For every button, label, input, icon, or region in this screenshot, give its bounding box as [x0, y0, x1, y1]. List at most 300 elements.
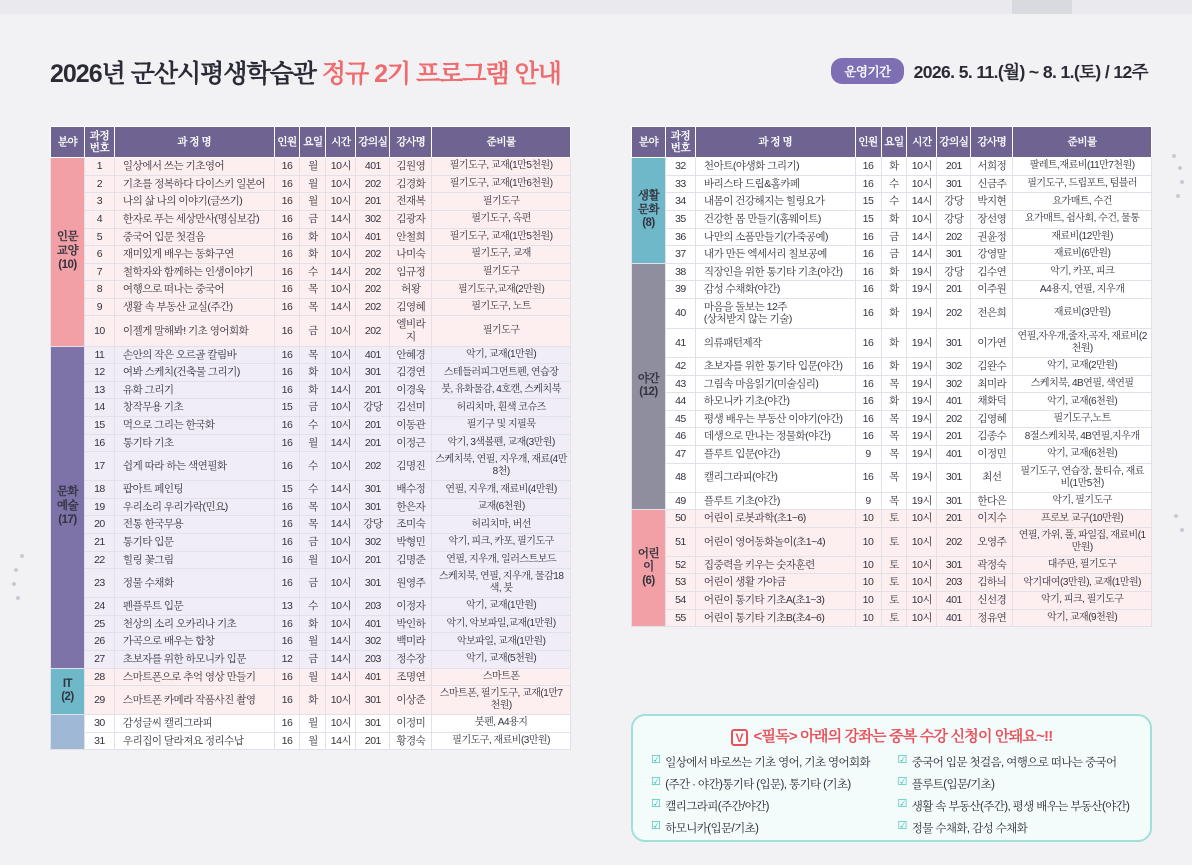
column-header: 준비물: [1013, 127, 1152, 158]
table-cell: 52: [665, 556, 695, 574]
table-cell: 화: [881, 263, 907, 281]
checkbox-icon: ☑: [897, 798, 907, 810]
table-cell: 금: [300, 534, 326, 552]
table-row: [51, 263, 571, 281]
course-name-cell: 어린이 통기타 기초A(초1~3): [695, 592, 855, 610]
notice-item-label: 정물 수채화, 감성 수채화: [911, 823, 1028, 835]
table-cell: 16: [274, 686, 300, 715]
table-cell: 16: [855, 358, 881, 376]
table-cell: 19: [84, 498, 114, 516]
supplies-cell: 악기, 교재(1만원): [432, 598, 571, 616]
table-cell: 한은자: [390, 498, 432, 516]
table-cell: 16: [274, 193, 300, 211]
supplies-cell: 요가매트, 수건: [1013, 193, 1152, 211]
table-row: [51, 452, 571, 481]
table-cell: 최선: [971, 463, 1013, 492]
supplies-cell: 필기도구, 연습장, 물티슈, 재료비(1만5천): [1013, 463, 1152, 492]
table-cell: 월: [300, 434, 326, 452]
page-title: 2026년 군산시평생학습관 정규 2기 프로그램 안내: [50, 60, 561, 88]
table-cell: 16: [274, 615, 300, 633]
table-cell: 3: [84, 193, 114, 211]
supplies-cell: 스케치북, 연필, 지우개, 물감18색, 붓: [432, 569, 571, 598]
supplies-cell: 필기도구, 노트: [432, 298, 571, 316]
table-cell: 백미라: [390, 633, 432, 651]
table-cell: 16: [274, 263, 300, 281]
notice-item-label: 생활 속 부동산(주간), 평생 배우는 부동산(야간): [911, 801, 1130, 813]
table-cell: 15: [84, 417, 114, 435]
table-cell: 화: [300, 246, 326, 264]
table-cell: 이정자: [390, 598, 432, 616]
checkbox-icon: ☑: [651, 754, 661, 766]
table-cell: 10시: [326, 686, 356, 715]
table-cell: 16: [274, 158, 300, 176]
table-cell: 강당: [937, 193, 971, 211]
table-cell: 목: [300, 298, 326, 316]
table-cell: 14시: [326, 516, 356, 534]
table-cell: 14시: [326, 263, 356, 281]
table-cell: 16: [855, 410, 881, 428]
table-cell: 강당: [356, 399, 390, 417]
table-cell: 301: [937, 463, 971, 492]
table-cell: 30: [84, 715, 114, 733]
table-cell: 김영혜: [390, 298, 432, 316]
table-cell: 목: [881, 463, 907, 492]
table-cell: 10: [855, 592, 881, 610]
table-cell: 10시: [907, 210, 937, 228]
supplies-cell: 필기도구, 재료비(3만원): [432, 732, 571, 750]
supplies-cell: 연필, 가위, 풀, 파일집, 재료비(1만원): [1013, 527, 1152, 556]
table-cell: 16: [855, 375, 881, 393]
course-name-cell: 내몸이 건강해지는 힐링요가: [695, 193, 855, 211]
table-cell: 월: [300, 158, 326, 176]
table-cell: 12: [274, 650, 300, 668]
table-cell: 서희정: [971, 158, 1013, 176]
column-header: 과정 번호: [84, 127, 114, 158]
table-cell: 10시: [907, 175, 937, 193]
table-cell: 조명연: [390, 668, 432, 686]
table-row: [51, 417, 571, 435]
table-cell: 수: [300, 481, 326, 499]
course-name-cell: 힐링 꽃그림: [114, 551, 274, 569]
supplies-cell: 필기도구, 교재(1만5천원): [432, 158, 571, 176]
table-cell: 화: [881, 210, 907, 228]
table-cell: 16: [274, 516, 300, 534]
table-cell: 16: [274, 228, 300, 246]
notice-item-label: (주간 · 야간)통기타 (입문), 통기타 (기초): [665, 779, 851, 791]
table-row: [51, 715, 571, 733]
table-cell: 12: [84, 364, 114, 382]
table-cell: 202: [937, 298, 971, 328]
table-cell: 허왕: [390, 281, 432, 299]
column-header: 시간: [326, 127, 356, 158]
course-name-cell: 데생으로 만나는 정물화(야간): [695, 428, 855, 446]
table-cell: 25: [84, 615, 114, 633]
notice-box: [631, 714, 1152, 842]
table-cell: 9: [855, 446, 881, 464]
table-cell: 301: [356, 364, 390, 382]
table-cell: 14시: [326, 381, 356, 399]
table-cell: 14시: [326, 732, 356, 750]
table-cell: 34: [665, 193, 695, 211]
checkbox-icon: ☑: [651, 820, 661, 832]
supplies-cell: 악기대여(3만원), 교재(1만원): [1013, 574, 1152, 592]
top-bar-segment: [1012, 0, 1072, 14]
course-name-cell: 나의 삶 나의 이야기(글쓰기): [114, 193, 274, 211]
category-cell: 문화 예술 (17): [51, 346, 85, 668]
table-cell: 이동관: [390, 417, 432, 435]
course-name-cell: 어린이 영어동화놀이(초1~4): [695, 527, 855, 556]
table-cell: 금: [300, 569, 326, 598]
table-cell: 26: [84, 633, 114, 651]
checkbox-icon: ☑: [897, 754, 907, 766]
table-cell: 203: [356, 598, 390, 616]
course-name-cell: 스마트폰으로 추억 영상 만들기: [114, 668, 274, 686]
table-cell: 401: [356, 158, 390, 176]
table-cell: 202: [356, 316, 390, 346]
column-header: 강의실: [937, 127, 971, 158]
table-cell: 강당: [937, 263, 971, 281]
table-cell: 301: [937, 175, 971, 193]
table-cell: 1: [84, 158, 114, 176]
table-cell: 7: [84, 263, 114, 281]
course-name-cell: 유화 그리기: [114, 381, 274, 399]
table-cell: 이상준: [390, 686, 432, 715]
table-cell: 금: [881, 228, 907, 246]
table-cell: 21: [84, 534, 114, 552]
table-cell: 16: [274, 498, 300, 516]
table-cell: 203: [937, 574, 971, 592]
table-cell: 오영주: [971, 527, 1013, 556]
table-cell: 15: [855, 193, 881, 211]
table-row: [632, 527, 1152, 556]
notice-item-label: 캘리그라피(주간/야간): [665, 801, 769, 813]
table-cell: 17: [84, 452, 114, 481]
notice-item-label: 하모니카(입문/기초): [665, 823, 759, 835]
table-row: [51, 316, 571, 346]
table-cell: 조미숙: [390, 516, 432, 534]
table-cell: 10시: [326, 534, 356, 552]
course-name-cell: 펜플루트 입문: [114, 598, 274, 616]
table-cell: 월: [300, 633, 326, 651]
table-cell: 16: [274, 551, 300, 569]
table-cell: 김수연: [971, 263, 1013, 281]
checkbox-icon: ☑: [651, 776, 661, 788]
table-cell: 금: [300, 650, 326, 668]
table-cell: 14시: [326, 210, 356, 228]
supplies-cell: 교재(6천원): [432, 498, 571, 516]
course-name-cell: 그림속 마음읽기(미술심리): [695, 375, 855, 393]
table-cell: 금: [881, 246, 907, 264]
table-cell: 16: [855, 175, 881, 193]
course-name-cell: 평생 배우는 부동산 이야기(야간): [695, 410, 855, 428]
table-cell: 19시: [907, 375, 937, 393]
table-cell: 13: [84, 381, 114, 399]
supplies-cell: 필기도구, 드립포트, 텀블러: [1013, 175, 1152, 193]
table-row: [51, 175, 571, 193]
table-cell: 10시: [907, 510, 937, 528]
table-row: [632, 298, 1152, 328]
supplies-cell: 필기도구, 교재(1만5천원): [432, 228, 571, 246]
table-row: [632, 228, 1152, 246]
course-name-cell: 통기타 기초: [114, 434, 274, 452]
table-cell: 화: [300, 228, 326, 246]
table-row: [632, 158, 1152, 176]
table-cell: 15: [855, 210, 881, 228]
notice-item: [651, 798, 886, 814]
table-cell: 53: [665, 574, 695, 592]
table-cell: 2: [84, 175, 114, 193]
column-header: 요일: [881, 127, 907, 158]
column-header: 과정 번호: [665, 127, 695, 158]
table-cell: 41: [665, 329, 695, 358]
table-cell: 김원영: [390, 158, 432, 176]
table-cell: 301: [356, 481, 390, 499]
table-row: [51, 534, 571, 552]
table-cell: 안혜경: [390, 346, 432, 364]
table-cell: 301: [356, 569, 390, 598]
table-row: [51, 569, 571, 598]
table-cell: 10시: [907, 574, 937, 592]
course-name-cell: 한자로 푸는 세상만사(명심보감): [114, 210, 274, 228]
column-header: 시간: [907, 127, 937, 158]
table-cell: 14시: [907, 193, 937, 211]
table-cell: 203: [356, 650, 390, 668]
table-cell: 10시: [907, 556, 937, 574]
table-row: [51, 399, 571, 417]
table-cell: 33: [665, 175, 695, 193]
table-cell: 202: [356, 175, 390, 193]
category-cell: IT (2): [51, 668, 85, 715]
supplies-cell: 재료비(12만원): [1013, 228, 1152, 246]
category-cell: [51, 715, 85, 750]
table-cell: 최미라: [971, 375, 1013, 393]
table-cell: 14시: [326, 668, 356, 686]
table-cell: 9: [84, 298, 114, 316]
table-cell: 11: [84, 346, 114, 364]
table-cell: 권윤정: [971, 228, 1013, 246]
supplies-cell: 필기도구: [432, 316, 571, 346]
notice-item: [651, 754, 886, 770]
table-cell: 202: [356, 263, 390, 281]
table-cell: 14시: [326, 633, 356, 651]
table-cell: 45: [665, 410, 695, 428]
table-cell: 19시: [907, 281, 937, 299]
table-cell: 김완수: [971, 358, 1013, 376]
course-name-cell: 내가 만든 엑세서리 칠보공예: [695, 246, 855, 264]
checkbox-icon: ☑: [897, 776, 907, 788]
table-cell: 28: [84, 668, 114, 686]
table-cell: 401: [356, 668, 390, 686]
table-cell: 301: [356, 715, 390, 733]
table-row: [51, 732, 571, 750]
supplies-cell: 재료비(3만원): [1013, 298, 1152, 328]
course-name-cell: 먹으로 그리는 한국화: [114, 417, 274, 435]
table-cell: 10: [855, 527, 881, 556]
table-row: [632, 492, 1152, 510]
table-cell: 22: [84, 551, 114, 569]
table-cell: 14시: [326, 298, 356, 316]
course-name-cell: 손안의 작은 오르골 칼림바: [114, 346, 274, 364]
course-name-cell: 집중력을 키우는 숫자훈련: [695, 556, 855, 574]
table-cell: 한다은: [971, 492, 1013, 510]
table-cell: 정유연: [971, 609, 1013, 627]
table-cell: 전은희: [971, 298, 1013, 328]
poster-header: [50, 54, 1150, 98]
supplies-cell: 허리치마, 흰색 코슈즈: [432, 399, 571, 417]
course-name-cell: 어린이 생활 가야금: [695, 574, 855, 592]
course-name-cell: 하모니카 기초(야간): [695, 393, 855, 411]
table-cell: 201: [356, 434, 390, 452]
table-cell: 10시: [326, 316, 356, 346]
table-cell: 16: [274, 381, 300, 399]
table-cell: 16: [855, 463, 881, 492]
table-cell: 10시: [907, 158, 937, 176]
table-cell: 수: [300, 598, 326, 616]
table-cell: 이주원: [971, 281, 1013, 299]
table-cell: 19시: [907, 263, 937, 281]
category-cell: 야간 (12): [632, 263, 666, 510]
table-cell: 월: [300, 175, 326, 193]
table-cell: 목: [300, 516, 326, 534]
table-cell: 16: [855, 246, 881, 264]
course-name-cell: 의류패턴제작: [695, 329, 855, 358]
course-name-cell: 재미있게 배우는 동화구연: [114, 246, 274, 264]
table-row: [51, 364, 571, 382]
table-cell: 장선영: [971, 210, 1013, 228]
table-cell: 10시: [326, 346, 356, 364]
table-cell: 토: [881, 592, 907, 610]
table-row: [632, 446, 1152, 464]
table-cell: 201: [356, 551, 390, 569]
column-header: 인원: [274, 127, 300, 158]
table-cell: 월: [300, 193, 326, 211]
table-cell: 이정근: [390, 434, 432, 452]
table-cell: 24: [84, 598, 114, 616]
table-row: [632, 410, 1152, 428]
table-cell: 16: [274, 452, 300, 481]
table-cell: 201: [937, 510, 971, 528]
course-name-cell: 여행으로 떠나는 중국어: [114, 281, 274, 299]
table-cell: 301: [356, 686, 390, 715]
table-cell: 14: [84, 399, 114, 417]
table-row: [51, 381, 571, 399]
table-row: [51, 298, 571, 316]
table-row: [51, 686, 571, 715]
table-cell: 임규정: [390, 263, 432, 281]
table-cell: 19시: [907, 446, 937, 464]
supplies-cell: 악기, 교재(5천원): [432, 650, 571, 668]
supplies-cell: 재료비(6만원): [1013, 246, 1152, 264]
table-cell: 월: [300, 551, 326, 569]
table-row: [632, 246, 1152, 264]
table-cell: 박인하: [390, 615, 432, 633]
table-cell: 목: [881, 492, 907, 510]
table-cell: 16: [274, 732, 300, 750]
course-name-cell: 나만의 소품만들기(가죽공예): [695, 228, 855, 246]
course-name-cell: 천상의 소리 오카리나 기초: [114, 615, 274, 633]
course-name-cell: 어린이 로봇과학(초1~6): [695, 510, 855, 528]
table-row: [51, 668, 571, 686]
table-cell: 김명진: [390, 452, 432, 481]
table-cell: 301: [937, 246, 971, 264]
course-name-cell: 스마트폰 카메라 작품사진 촬영: [114, 686, 274, 715]
table-cell: 16: [855, 298, 881, 328]
course-table-left: [50, 126, 571, 750]
supplies-cell: 스케치북, 4B연필, 색연필: [1013, 375, 1152, 393]
table-cell: 27: [84, 650, 114, 668]
notice-item-label: 중국어 입문 첫걸음, 여행으로 떠나는 중국어: [911, 757, 1117, 769]
supplies-cell: 악기, 교재(6천원): [1013, 393, 1152, 411]
checkbox-icon: ☑: [897, 820, 907, 832]
table-cell: 10시: [907, 609, 937, 627]
table-cell: 55: [665, 609, 695, 627]
table-cell: 302: [356, 534, 390, 552]
table-cell: 10시: [326, 615, 356, 633]
course-name-cell: 플루트 입문(야간): [695, 446, 855, 464]
table-cell: 16: [274, 569, 300, 598]
table-cell: 301: [356, 498, 390, 516]
table-cell: 월: [300, 668, 326, 686]
table-cell: 수: [300, 452, 326, 481]
table-cell: 54: [665, 592, 695, 610]
table-cell: 19시: [907, 298, 937, 328]
table-row: [51, 481, 571, 499]
supplies-cell: 스마트폰, 필기도구, 교재(1만7천원): [432, 686, 571, 715]
table-cell: 16: [855, 428, 881, 446]
table-cell: 목: [881, 428, 907, 446]
table-cell: 원영주: [390, 569, 432, 598]
table-row: [632, 428, 1152, 446]
course-name-cell: 감성글씨 캘리그라피: [114, 715, 274, 733]
table-cell: 301: [937, 492, 971, 510]
table-cell: 8: [84, 281, 114, 299]
table-cell: 401: [356, 346, 390, 364]
table-cell: 16: [274, 417, 300, 435]
table-row: [632, 210, 1152, 228]
table-cell: 301: [937, 329, 971, 358]
table-row: [632, 175, 1152, 193]
table-row: [632, 556, 1152, 574]
supplies-cell: 필기도구, 옥편: [432, 210, 571, 228]
table-cell: 전재복: [390, 193, 432, 211]
table-cell: 김선미: [390, 399, 432, 417]
checkbox-icon: ☑: [651, 798, 661, 810]
table-cell: 수: [300, 417, 326, 435]
table-cell: 16: [855, 158, 881, 176]
table-cell: 201: [356, 417, 390, 435]
table-cell: 박지현: [971, 193, 1013, 211]
course-name-cell: 플루트 기초(야간): [695, 492, 855, 510]
course-name-cell: 기초를 정복하다 다이스키 일본어: [114, 175, 274, 193]
table-cell: 화: [300, 381, 326, 399]
table-cell: 201: [356, 381, 390, 399]
table-cell: 강당: [356, 516, 390, 534]
table-cell: 201: [937, 428, 971, 446]
table-cell: 16: [855, 281, 881, 299]
table-cell: 401: [356, 228, 390, 246]
supplies-cell: 필기도구,교재(2만원): [432, 281, 571, 299]
supplies-cell: 스케치북, 연필, 지우개, 재료(4만8천): [432, 452, 571, 481]
table-cell: 5: [84, 228, 114, 246]
table-cell: 40: [665, 298, 695, 328]
table-cell: 10시: [326, 452, 356, 481]
table-cell: 37: [665, 246, 695, 264]
supplies-cell: 악기, 교재(6천원): [1013, 446, 1152, 464]
supplies-cell: 필기도구, 교재(1만6천원): [432, 175, 571, 193]
table-cell: 202: [937, 228, 971, 246]
table-row: [51, 598, 571, 616]
table-cell: 김경화: [390, 175, 432, 193]
